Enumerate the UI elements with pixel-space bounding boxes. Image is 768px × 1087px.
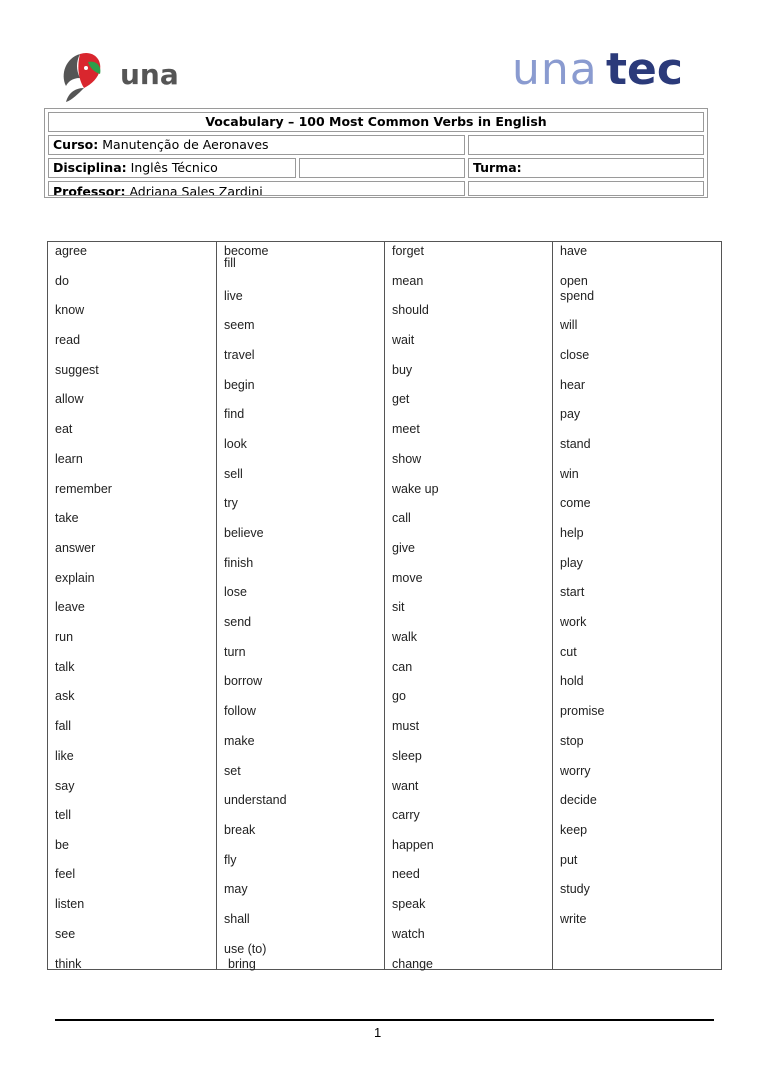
verb-item: mean bbox=[392, 274, 424, 288]
verb-item: think bbox=[55, 957, 82, 971]
verb-item: bring bbox=[228, 957, 256, 971]
professor-cell bbox=[48, 181, 465, 196]
verb-item: promise bbox=[560, 704, 605, 718]
verb-item: wake up bbox=[392, 482, 439, 496]
verb-item: worry bbox=[560, 764, 591, 778]
verb-item: get bbox=[392, 392, 410, 406]
verb-item: talk bbox=[55, 660, 75, 674]
verb-item: take bbox=[55, 511, 79, 525]
verb-item: begin bbox=[224, 378, 255, 392]
curso-label: Curso: bbox=[53, 137, 99, 152]
verb-item: must bbox=[392, 719, 420, 733]
verb-item: explain bbox=[55, 571, 95, 585]
verb-item: buy bbox=[392, 363, 413, 377]
verb-item: have bbox=[560, 244, 588, 258]
verb-item: set bbox=[224, 764, 241, 778]
unatec-logo-text-una: una bbox=[512, 44, 598, 95]
verb-item: play bbox=[560, 556, 583, 570]
verb-item: hold bbox=[560, 674, 584, 688]
verb-item: close bbox=[560, 348, 590, 362]
curso-blank-cell bbox=[468, 135, 704, 155]
verb-item: need bbox=[392, 867, 420, 881]
verb-item: cut bbox=[560, 645, 577, 659]
verb-item: tell bbox=[55, 808, 71, 822]
verb-item: give bbox=[392, 541, 415, 555]
verb-item: feel bbox=[55, 867, 76, 881]
curso-value: Manutenção de Aeronaves bbox=[102, 137, 269, 152]
professor-label: Professor: bbox=[53, 184, 126, 196]
verb-item: learn bbox=[55, 452, 83, 466]
professor-blank-cell bbox=[468, 181, 704, 196]
verb-item: suggest bbox=[55, 363, 99, 377]
verb-item: move bbox=[392, 571, 423, 585]
verb-item: make bbox=[224, 734, 255, 748]
verb-item: open bbox=[560, 274, 588, 288]
verb-item: win bbox=[560, 467, 579, 481]
verb-item: use (to) bbox=[224, 942, 267, 956]
verb-item: live bbox=[224, 289, 243, 303]
curso-cell bbox=[48, 135, 465, 155]
verb-item: stop bbox=[560, 734, 584, 748]
turma-label: Turma: bbox=[473, 160, 522, 175]
footer-rule bbox=[55, 1019, 714, 1021]
verb-item: happen bbox=[392, 838, 434, 852]
verb-item: hear bbox=[560, 378, 586, 392]
verb-item: like bbox=[55, 749, 74, 763]
verbs-column-1 bbox=[48, 242, 216, 969]
verb-item: eat bbox=[55, 422, 73, 436]
verb-item: pay bbox=[560, 407, 581, 421]
verb-item: write bbox=[560, 912, 587, 926]
verb-item: answer bbox=[55, 541, 96, 555]
verb-item: find bbox=[224, 407, 245, 421]
verb-item: may bbox=[224, 882, 248, 896]
verb-item: shall bbox=[224, 912, 250, 926]
verb-item: become bbox=[224, 244, 269, 258]
verb-item: be bbox=[55, 838, 69, 852]
verb-item: work bbox=[560, 615, 587, 629]
verb-item: finish bbox=[224, 556, 254, 570]
verb-item: lose bbox=[224, 585, 247, 599]
verb-item: come bbox=[560, 496, 591, 510]
course-info-table bbox=[44, 108, 708, 198]
verb-item: decide bbox=[560, 793, 597, 807]
disciplina-value: Inglês Técnico bbox=[130, 160, 218, 175]
verb-item: read bbox=[55, 333, 81, 347]
verb-item: change bbox=[392, 957, 434, 971]
verb-item: should bbox=[392, 303, 429, 317]
verb-item: fall bbox=[55, 719, 71, 733]
verb-item: watch bbox=[392, 927, 425, 941]
verb-item: go bbox=[392, 689, 406, 703]
una-logo-text: una bbox=[120, 58, 179, 91]
verb-item: forget bbox=[392, 244, 424, 258]
professor-value: Adriana Sales Zardini bbox=[129, 184, 263, 196]
turma-cell bbox=[468, 158, 704, 178]
verbs-column-4 bbox=[553, 242, 721, 969]
verb-item: remember bbox=[55, 482, 112, 496]
verb-item: start bbox=[560, 585, 585, 599]
verb-item: help bbox=[560, 526, 584, 540]
verb-item: ask bbox=[55, 689, 75, 703]
verb-item: show bbox=[392, 452, 422, 466]
verb-item: listen bbox=[55, 897, 85, 911]
unatec-logo bbox=[512, 44, 702, 96]
verb-item: put bbox=[560, 853, 578, 867]
verb-item: borrow bbox=[224, 674, 263, 688]
verb-item: will bbox=[560, 318, 578, 332]
verb-item: follow bbox=[224, 704, 256, 718]
verb-item: break bbox=[224, 823, 256, 837]
verb-item: keep bbox=[560, 823, 588, 837]
verb-item: seem bbox=[224, 318, 255, 332]
verbs-column-3 bbox=[385, 242, 552, 969]
verb-item: meet bbox=[392, 422, 420, 436]
verb-item: want bbox=[392, 779, 419, 793]
verbs-column-2 bbox=[217, 242, 384, 969]
unatec-logo-text-tec: tec bbox=[606, 44, 683, 95]
verb-item: sell bbox=[224, 467, 243, 481]
verb-item: carry bbox=[392, 808, 420, 822]
verb-item: say bbox=[55, 779, 75, 793]
verb-item: believe bbox=[224, 526, 264, 540]
disciplina-blank-cell bbox=[299, 158, 465, 178]
verb-item: sit bbox=[392, 600, 405, 614]
verb-item: can bbox=[392, 660, 413, 674]
page-number: 1 bbox=[374, 1025, 382, 1040]
verb-item: run bbox=[55, 630, 74, 644]
una-logo bbox=[58, 48, 198, 104]
verb-item: allow bbox=[55, 392, 84, 406]
verb-item: wait bbox=[392, 333, 415, 347]
verb-item: try bbox=[224, 496, 238, 510]
verb-item: know bbox=[55, 303, 85, 317]
verb-item: sleep bbox=[392, 749, 422, 763]
document-title: Vocabulary – 100 Most Common Verbs in English bbox=[48, 112, 704, 132]
disciplina-cell bbox=[48, 158, 296, 178]
verb-item: agree bbox=[55, 244, 87, 258]
verb-item: spend bbox=[560, 289, 595, 303]
verb-item: look bbox=[224, 437, 247, 451]
verb-item: turn bbox=[224, 645, 246, 659]
verb-item: send bbox=[224, 615, 252, 629]
disciplina-label: Disciplina: bbox=[53, 160, 127, 175]
verbs-table bbox=[47, 241, 722, 970]
verb-item: see bbox=[55, 927, 76, 941]
verb-item: speak bbox=[392, 897, 426, 911]
verb-item: walk bbox=[392, 630, 418, 644]
verb-item: understand bbox=[224, 793, 287, 807]
verb-item: call bbox=[392, 511, 411, 525]
verb-item: study bbox=[560, 882, 590, 896]
verb-item: stand bbox=[560, 437, 591, 451]
verb-item: travel bbox=[224, 348, 255, 362]
verb-item: fill bbox=[224, 256, 236, 270]
verb-item: do bbox=[55, 274, 69, 288]
verb-item: leave bbox=[55, 600, 85, 614]
verb-item: fly bbox=[224, 853, 237, 867]
